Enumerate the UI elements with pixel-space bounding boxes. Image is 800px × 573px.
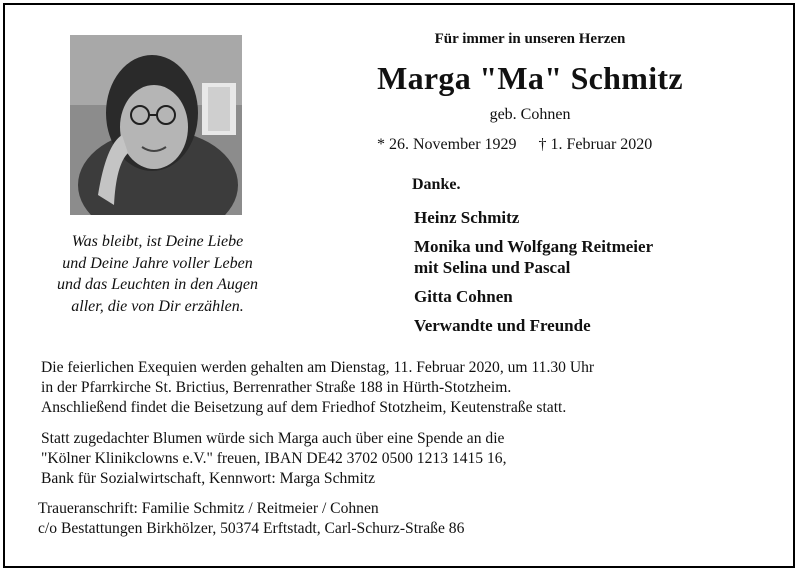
donation-line: Statt zugedachter Blumen würde sich Marga auch über eine Spende an die (41, 430, 505, 447)
mourner-entry (414, 315, 653, 336)
mourner-line: mit Selina und Pascal (414, 258, 571, 277)
life-dates (377, 136, 652, 154)
mourner-entry (414, 236, 653, 278)
memorial-quote (30, 231, 285, 317)
service-line: Die feierlichen Exequien werden gehalten am Dienstag, 11. Februar 2020, um 11.30 Uhr (41, 359, 595, 376)
thanks-heading: Danke. (412, 176, 461, 193)
donation-line: "Kölner Klinikclowns e.V." freuen, IBAN DE42 3702 0500 1213 1415 16, (41, 450, 507, 467)
quote-line: aller, die von Dir erzählen. (71, 297, 244, 315)
address-line: c/o Bestattungen Birkhölzer, 50374 Erftstadt, Carl-Schurz-Straße 86 (38, 520, 465, 537)
service-info (41, 358, 594, 418)
service-line: Anschließend findet die Beisetzung auf dem Friedhof Stotzheim, Keutenstraße statt. (41, 399, 567, 416)
birth-name: geb. Cohnen (489, 106, 571, 123)
mourner-entry (414, 286, 653, 307)
mourners-list (414, 207, 653, 344)
deceased-name: Marga "Ma" Schmitz (377, 60, 683, 96)
mourner-line: Monika und Wolfgang Reitmeier (414, 237, 654, 256)
service-line: in der Pfarrkirche St. Brictius, Berrenrather Straße 188 in Hürth-Stotzheim. (41, 379, 512, 396)
address-line: Traueranschrift: Familie Schmitz / Reitmeier / Cohnen (38, 500, 379, 517)
mourner-line: Verwandte und Freunde (414, 316, 591, 335)
donation-info (41, 429, 506, 489)
quote-line: und Deine Jahre voller Leben (62, 254, 253, 272)
quote-line: und das Leuchten in den Augen (56, 276, 258, 293)
portrait-photo (70, 35, 242, 215)
donation-line: Bank für Sozialwirtschaft, Kennwort: Marga Schmitz (41, 470, 376, 487)
portrait-photo-icon (70, 35, 242, 215)
death-date: † 1. Februar 2020 (538, 136, 653, 153)
mourning-address (38, 499, 464, 539)
mourner-line: Gitta Cohnen (414, 287, 513, 306)
mourner-entry (414, 207, 653, 228)
quote-line: Was bleibt, ist Deine Liebe (71, 233, 244, 250)
mourner-line: Heinz Schmitz (414, 208, 520, 227)
birth-date: * 26. November 1929 (377, 136, 517, 153)
tagline: Für immer in unseren Herzen (434, 31, 626, 47)
